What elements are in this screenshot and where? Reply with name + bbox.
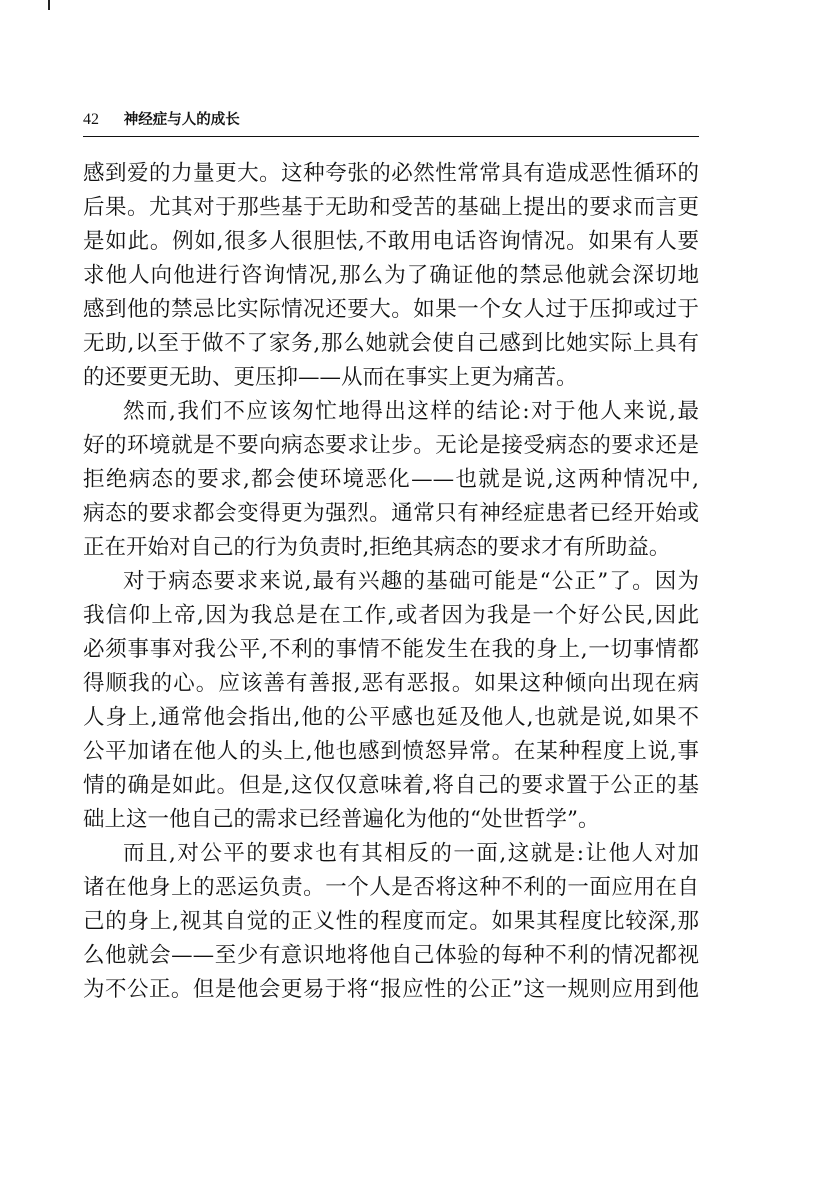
text-line: 情的确是如此。但是,这仅仅意味着,将自己的要求置于公正的基	[83, 773, 699, 798]
paragraph-first-line: 对于病态要求来说,最有兴趣的基础可能是“公正”了。因为	[123, 569, 699, 594]
text-line: 为不公正。但是他会更易于将“报应性的公正”这一规则应用到他	[83, 977, 699, 1002]
text-line: 己的身上,视其自觉的正义性的程度而定。如果其程度比较深,那	[83, 909, 699, 934]
text-line: 得顺我的心。应该善有善报,恶有恶报。如果这种倾向出现在病	[83, 671, 699, 696]
text-line: 后果。尤其对于那些基于无助和受苦的基础上提出的要求而言更	[83, 195, 699, 220]
text-line: 无助,以至于做不了家务,那么她就会使自己感到比她实际上具有	[83, 331, 699, 356]
paragraph-first-line: 而且,对公平的要求也有其相反的一面,这就是:让他人对加	[123, 841, 699, 866]
text-line: 正在开始对自己的行为负责时,拒绝其病态的要求才有所助益。	[83, 535, 671, 560]
text-line: 求他人向他进行咨询情况,那么为了确证他的禁忌他就会深切地	[83, 263, 699, 288]
body-text	[83, 157, 699, 1007]
text-line: 诸在他身上的恶运负责。一个人是否将这种不利的一面应用在自	[83, 875, 699, 900]
text-line: 公平加诸在他人的头上,他也感到愤怒异常。在某种程度上说,事	[83, 739, 699, 764]
scan-corner-mark	[48, 0, 50, 10]
text-line: 我信仰上帝,因为我总是在工作,或者因为我是一个好公民,因此	[83, 603, 699, 628]
text-line: 础上这一他自己的需求已经普遍化为他的“处世哲学”。	[83, 807, 600, 832]
text-line: 感到他的禁忌比实际情况还要大。如果一个女人过于压抑或过于	[83, 297, 699, 322]
text-line: 是如此。例如,很多人很胆怯,不敢用电话咨询情况。如果有人要	[83, 229, 699, 254]
text-line: 拒绝病态的要求,都会使环境恶化——也就是说,这两种情况中,	[83, 467, 699, 492]
text-line: 病态的要求都会变得更为强烈。通常只有神经症患者已经开始或	[83, 501, 699, 526]
text-line: 的还要更无助、更压抑——从而在事实上更为痛苦。	[83, 365, 578, 390]
text-line: 必须事事对我公平,不利的事情不能发生在我的身上,一切事情都	[83, 637, 699, 662]
text-line: 感到爱的力量更大。这种夸张的必然性常常具有造成恶性循环的	[83, 161, 699, 186]
paragraph-first-line: 然而,我们不应该匆忙地得出这样的结论:对于他人来说,最	[123, 399, 699, 424]
text-line: 人身上,通常他会指出,他的公平感也延及他人,也就是说,如果不	[83, 705, 699, 730]
header-rule	[83, 136, 699, 137]
page-number: 42	[83, 111, 99, 128]
text-line: 好的环境就是不要向病态要求让步。无论是接受病态的要求还是	[83, 433, 699, 458]
text-line: 么他就会——至少有意识地将他自己体验的每种不利的情况都视	[83, 943, 699, 968]
running-header	[83, 108, 699, 130]
book-title: 神经症与人的成长	[123, 112, 240, 128]
